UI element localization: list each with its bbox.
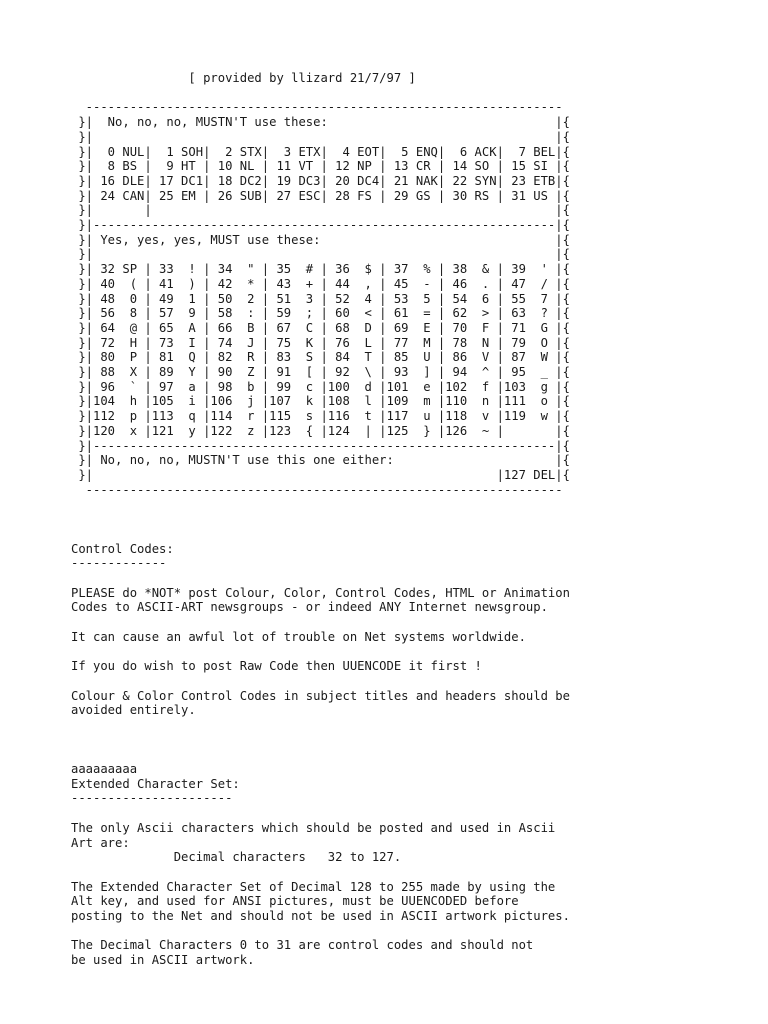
- extended-charset-paragraph: The only Ascii characters which should be posted and used in Ascii Art are: Decimal characters 32 to 127.: [71, 820, 556, 865]
- ascii-table-line: }| Yes, yes, yes, MUST use these: |{: [71, 232, 570, 247]
- ascii-table-line: }| |{: [71, 129, 570, 144]
- extended-charset-paragraph: The Extended Character Set of Decimal 128 to 255 made by using the Alt key, and used for ANSI pictures, must be UUENCODED before posting to the Net and should not be used in ASCII artwork pictures.: [71, 879, 570, 924]
- provided-by-line: [ provided by llizard 21/7/97 ]: [71, 71, 416, 85]
- ascii-table-line: }| | |{: [71, 203, 570, 218]
- ascii-table-line: }| 24 CAN| 25 EM | 26 SUB| 27 ESC| 28 FS | 29 GS | 30 RS | 31 US |{: [71, 188, 570, 203]
- extended-charset-paragraph: The Decimal Characters 0 to 31 are control codes and should not be used in ASCII artwork.: [71, 938, 534, 968]
- ascii-table-line: }| 32 SP | 33 ! | 34 " | 35 # | 36 $ | 37 % | 38 & | 39 ' |{: [71, 262, 570, 277]
- extended-charset-underline: ----------------------: [71, 791, 233, 806]
- document-body: [71, 71, 570, 968]
- ascii-table-line: }| 80 P | 81 Q | 82 R | 83 S | 84 T | 85 U | 86 V | 87 W |{: [71, 350, 570, 365]
- ascii-table-line: }| 96 ` | 97 a | 98 b | 99 c |100 d |101 e |102 f |103 g |{: [71, 379, 570, 394]
- ascii-table-line: }| 72 H | 73 I | 74 J | 75 K | 76 L | 77 M | 78 N | 79 O |{: [71, 335, 570, 350]
- ascii-table-line: }| |{: [71, 247, 570, 262]
- ascii-table-line: -----------------------------------------------------------------: [71, 482, 563, 497]
- ascii-table-line: }| 0 NUL| 1 SOH| 2 STX| 3 ETX| 4 EOT| 5 ENQ| 6 ACK| 7 BEL|{: [71, 144, 570, 159]
- control-codes-paragraph: It can cause an awful lot of trouble on Net systems worldwide.: [71, 629, 526, 644]
- ascii-table-line: }| 16 DLE| 17 DC1| 18 DC2| 19 DC3| 20 DC4| 21 NAK| 22 SYN| 23 ETB|{: [71, 173, 570, 188]
- ascii-table-line: }| No, no, no, MUSTN'T use these: |{: [71, 115, 570, 130]
- ascii-table-line: }|---------------------------------------------------------------|{: [71, 438, 570, 453]
- ascii-table-line: }| 40 ( | 41 ) | 42 * | 43 + | 44 , | 45 - | 46 . | 47 / |{: [71, 276, 570, 291]
- ascii-table-line: }| 8 BS | 9 HT | 10 NL | 11 VT | 12 NP | 13 CR | 14 SO | 15 SI |{: [71, 159, 570, 174]
- control-codes-underline: -------------: [71, 556, 167, 571]
- ascii-table-line: }| 48 0 | 49 1 | 50 2 | 51 3 | 52 4 | 53 5 | 54 6 | 55 7 |{: [71, 291, 570, 306]
- ascii-table-line: -----------------------------------------------------------------: [71, 100, 563, 115]
- ascii-table-line: }|112 p |113 q |114 r |115 s |116 t |117 u |118 v |119 w |{: [71, 409, 570, 424]
- control-codes-paragraph: PLEASE do *NOT* post Colour, Color, Control Codes, HTML or Animation Codes to ASCII-ART newsgroups - or indeed ANY Internet newsgroup.: [71, 585, 570, 615]
- ascii-table-line: }| 88 X | 89 Y | 90 Z | 91 [ | 92 \ | 93 ] | 94 ^ | 95 _ |{: [71, 365, 570, 380]
- control-codes-heading: Control Codes:: [71, 541, 174, 556]
- ascii-table-line: }| |127 DEL|{: [71, 467, 570, 482]
- ascii-table-line: }| 56 8 | 57 9 | 58 : | 59 ; | 60 < | 61 = | 62 > | 63 ? |{: [71, 306, 570, 321]
- control-codes-paragraph: If you do wish to post Raw Code then UUENCODE it first !: [71, 659, 482, 674]
- ascii-table-line: }| 64 @ | 65 A | 66 B | 67 C | 68 D | 69 E | 70 F | 71 G |{: [71, 320, 570, 335]
- ascii-table-line: }|---------------------------------------------------------------|{: [71, 218, 570, 233]
- control-codes-paragraph: Colour & Color Control Codes in subject titles and headers should be avoided entirely.: [71, 688, 570, 718]
- extended-charset-heading: Extended Character Set:: [71, 776, 240, 791]
- ascii-table: [71, 100, 570, 497]
- section-marker: aaaaaaaaa: [71, 762, 138, 777]
- ascii-table-line: }| No, no, no, MUSTN'T use this one either: |{: [71, 453, 570, 468]
- ascii-table-line: }|120 x |121 y |122 z |123 { |124 | |125 } |126 ~ | |{: [71, 423, 570, 438]
- ascii-table-line: }|104 h |105 i |106 j |107 k |108 l |109 m |110 n |111 o |{: [71, 394, 570, 409]
